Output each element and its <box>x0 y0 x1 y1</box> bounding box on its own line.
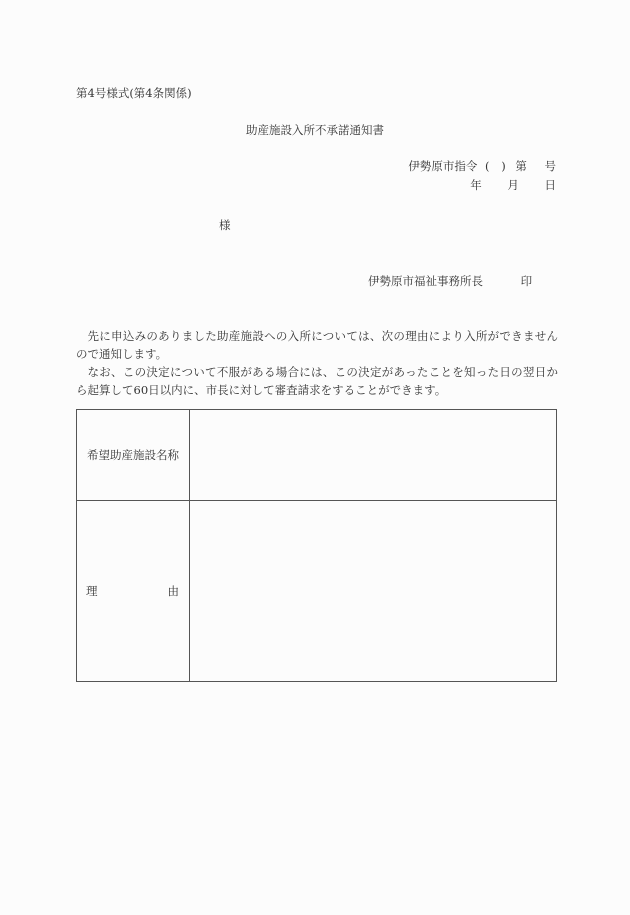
facility-name-label: 希望助産施設名称 <box>77 410 190 501</box>
open-paren: ( <box>485 159 490 173</box>
date-line <box>470 178 556 192</box>
day-label: 日 <box>544 178 556 192</box>
reason-label-char-2: 由 <box>167 584 179 598</box>
document-number-line <box>408 159 556 173</box>
details-table <box>76 409 557 682</box>
reason-field[interactable] <box>190 501 557 682</box>
number-prefix: 第 <box>515 159 527 173</box>
table-row-facility <box>77 410 557 501</box>
sender-name: 伊勢原市福祉事務所長 <box>368 274 483 288</box>
facility-name-field[interactable] <box>190 410 557 501</box>
addressee-honorific: 様 <box>219 218 231 232</box>
close-paren: ) <box>501 159 506 173</box>
month-label: 月 <box>507 178 519 192</box>
body-paragraph-notice: 先に申込みのありました助産施設への入所については、次の理由により入所ができませんので通知します。 <box>76 329 558 361</box>
form-number: 第4号様式(第4条関係) <box>76 86 192 100</box>
seal-mark: 印 <box>520 274 533 288</box>
issuer-prefix: 伊勢原市指令 <box>408 159 478 173</box>
sender-line <box>368 274 532 288</box>
body-paragraph-appeal: なお、この決定について不服がある場合には、この決定があったことを知った日の翌日から起算して60日以内に、市長に対して審査請求をすることができます。 <box>76 365 558 397</box>
table-row-reason <box>77 501 557 682</box>
number-suffix: 号 <box>544 159 556 173</box>
year-label: 年 <box>470 178 482 192</box>
reason-label <box>77 501 190 682</box>
document-title: 助産施設入所不承諾通知書 <box>246 123 384 137</box>
reason-label-char-1: 理 <box>86 584 98 598</box>
